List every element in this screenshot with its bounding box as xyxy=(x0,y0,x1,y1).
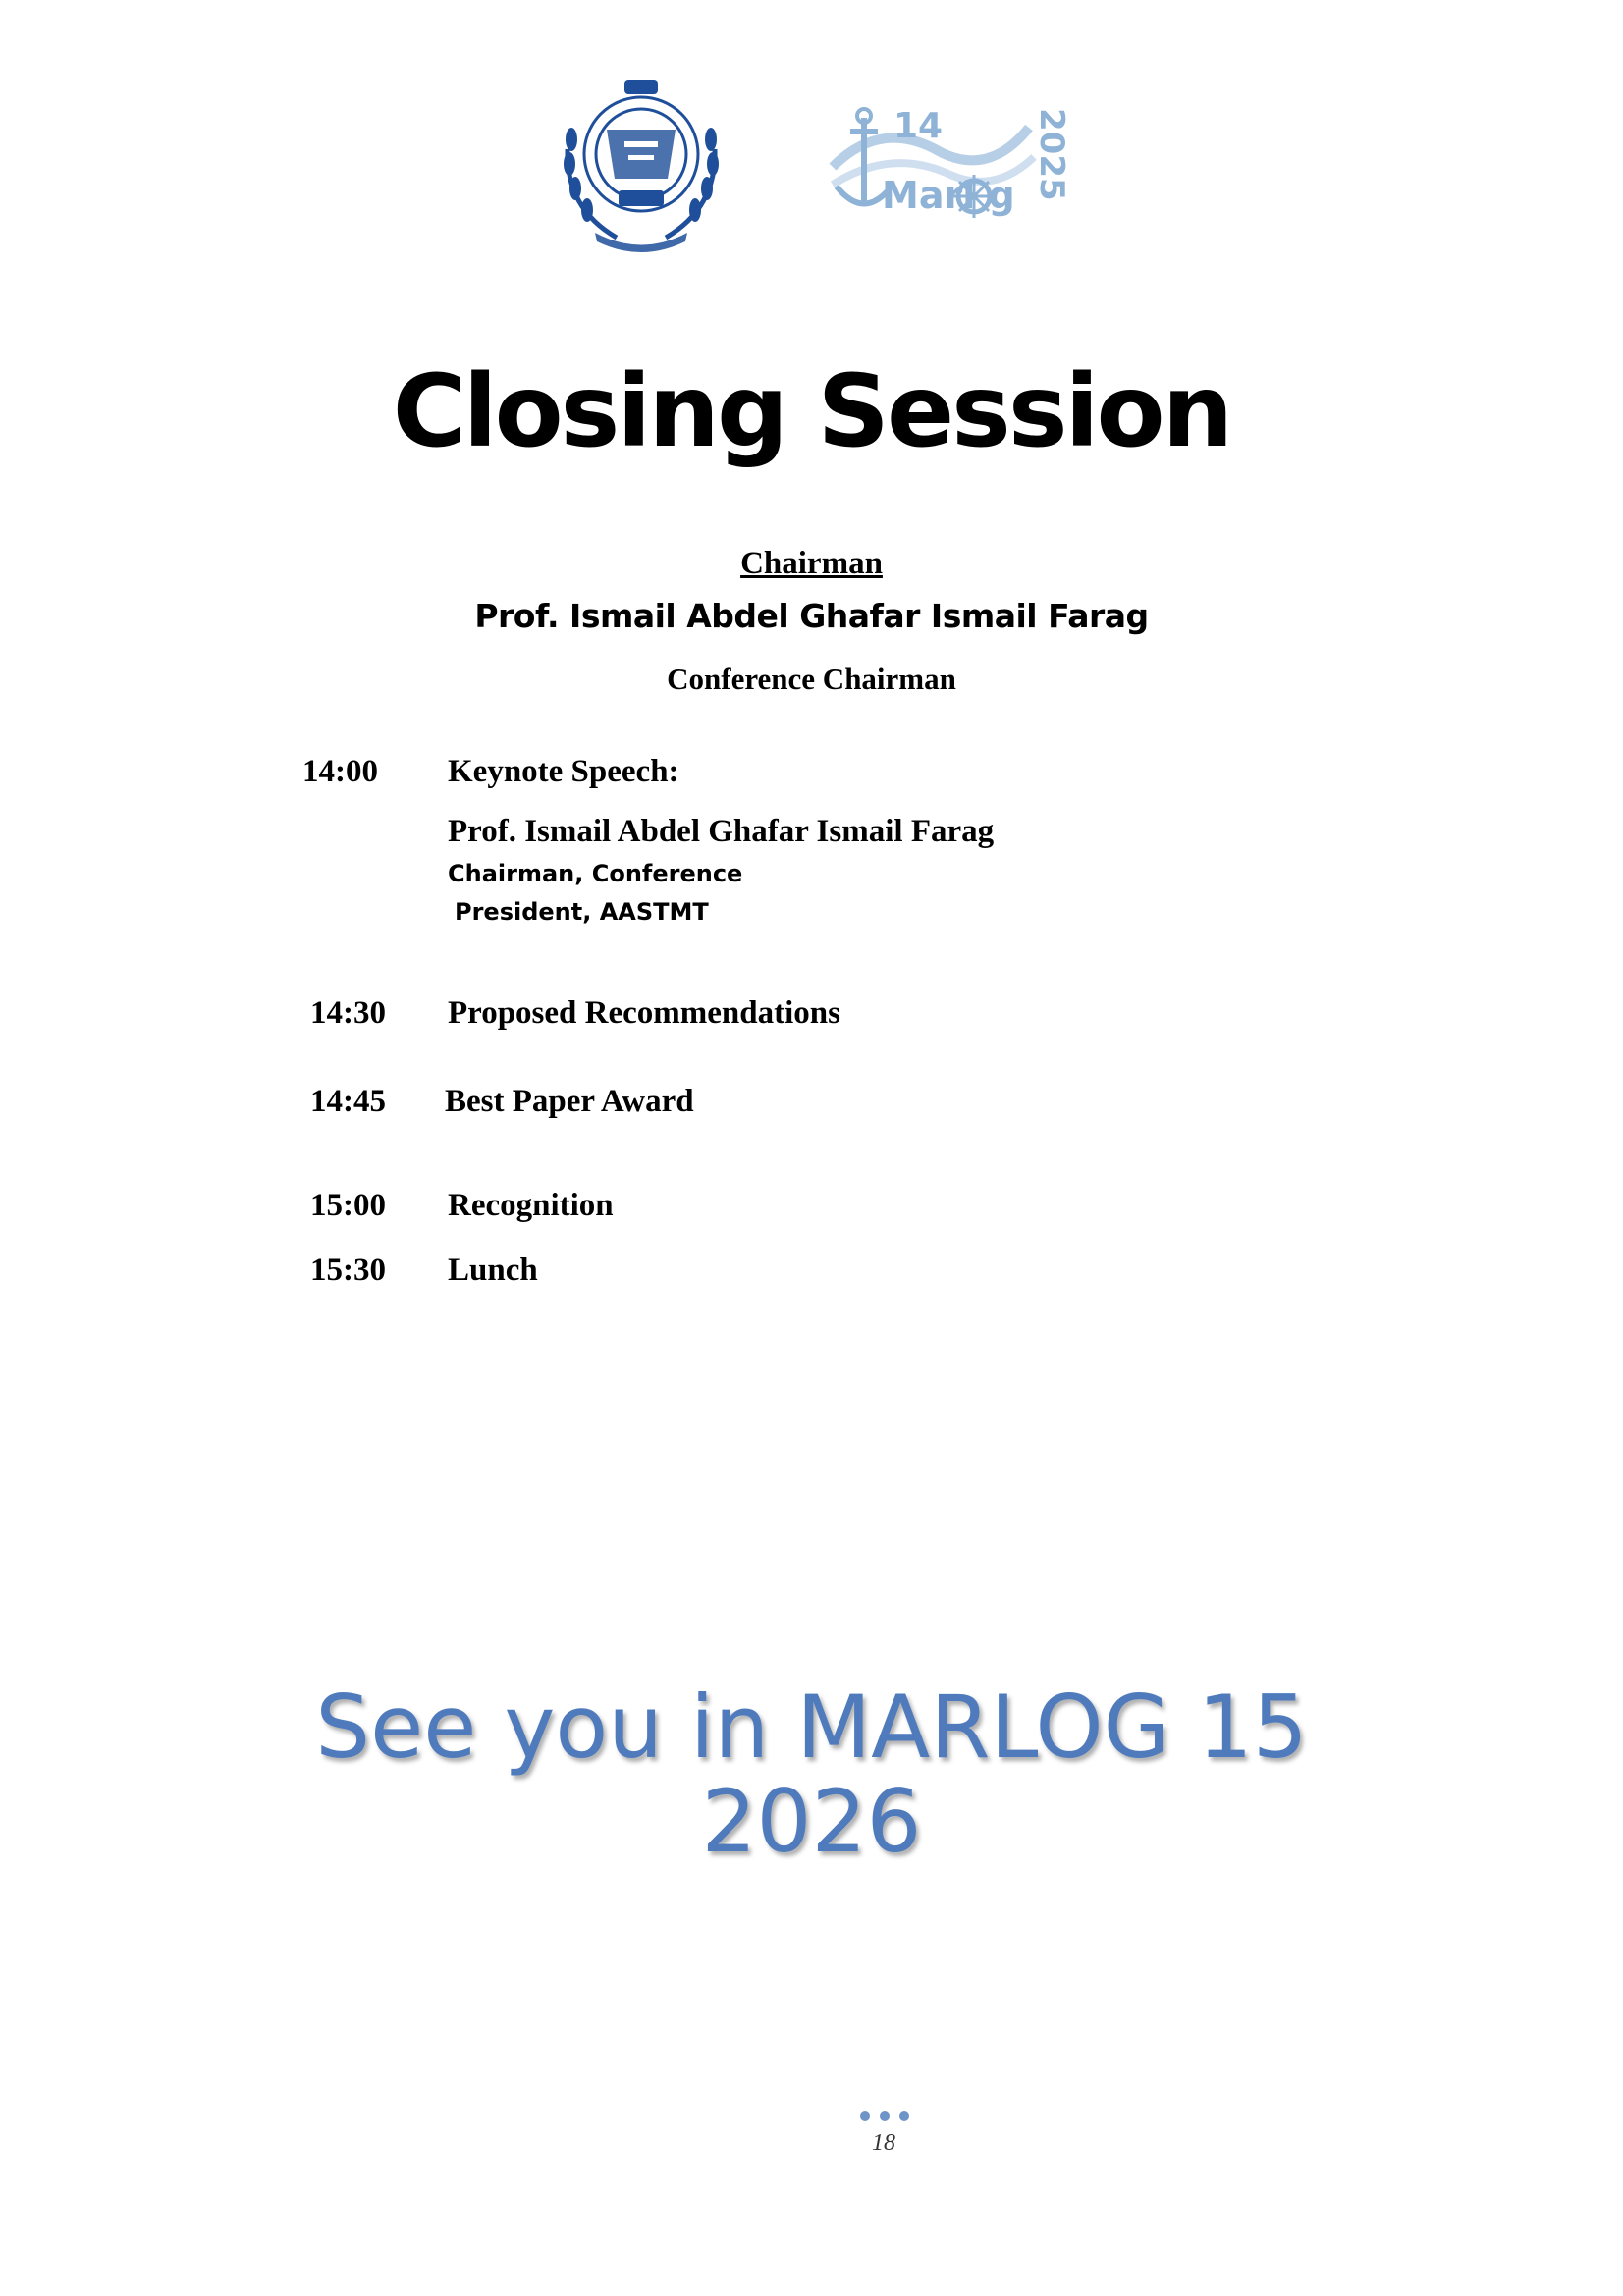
schedule-item: Lunch xyxy=(448,1253,538,1288)
schedule-time: 15:00 xyxy=(310,1188,386,1223)
chairman-role: Conference Chairman xyxy=(667,662,956,696)
ellipsis-dots-icon xyxy=(857,2110,916,2122)
chairman-heading: Chairman xyxy=(740,546,883,581)
speaker-detail: Chairman, Conference xyxy=(448,860,743,887)
chairman-name: Prof. Ismail Abdel Ghafar Ismail Farag xyxy=(474,597,1149,635)
schedule-item: Proposed Recommendations xyxy=(448,995,840,1031)
marlog-logo xyxy=(823,98,1078,226)
schedule-time: 14:30 xyxy=(310,995,386,1031)
schedule-item: Best Paper Award xyxy=(445,1084,694,1119)
speaker-name: Prof. Ismail Abdel Ghafar Ismail Farag xyxy=(448,814,995,849)
closing-message-line2: 2026 xyxy=(701,1771,922,1872)
schedule-time: 14:00 xyxy=(302,754,378,789)
speaker-detail: President, AASTMT xyxy=(455,898,709,926)
marlog-name: Marl g xyxy=(882,174,1015,217)
marlog-number: 14 xyxy=(893,106,944,146)
academy-emblem-logo xyxy=(538,61,744,257)
closing-message xyxy=(0,1677,1623,1872)
page-number: 18 xyxy=(872,2130,895,2156)
marlog-year: 2025 xyxy=(1032,108,1071,201)
schedule-item: Recognition xyxy=(448,1188,614,1223)
closing-message-line1: See you in MARLOG 15 xyxy=(315,1677,1308,1778)
schedule-time: 15:30 xyxy=(310,1253,386,1288)
page-title: Closing Session xyxy=(392,353,1231,470)
schedule-time: 14:45 xyxy=(310,1084,386,1119)
schedule-item: Keynote Speech: xyxy=(448,754,679,789)
